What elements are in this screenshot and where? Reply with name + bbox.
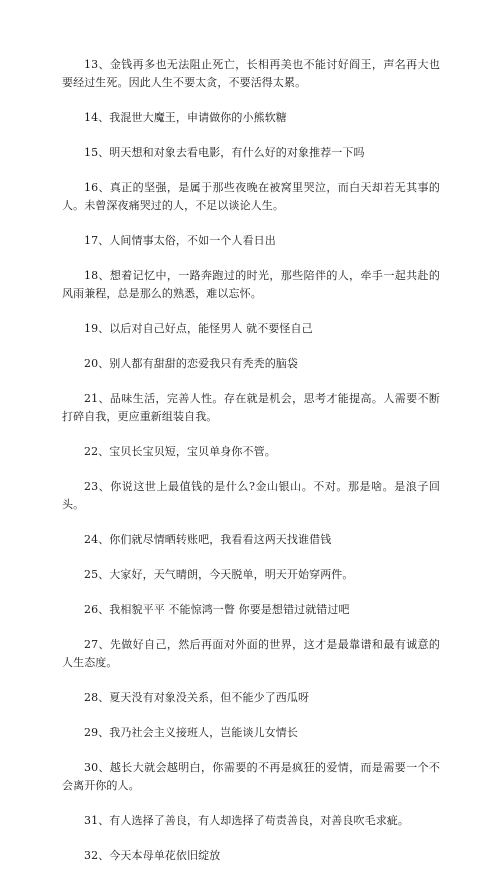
entry-text: 、明天想和对象去看电影，有什么好的对象推荐一下吗: [98, 146, 365, 159]
entry-27: [62, 636, 440, 672]
entry-text: 、真正的坚强，是属于那些夜晚在被窝里哭泣，而白天却若无其事的人。未曾深夜痛哭过的人，不足以谈论人生。: [62, 181, 440, 212]
entry-28: [62, 689, 440, 707]
entry-13: [62, 56, 440, 92]
document-page: [62, 56, 440, 882]
entry-number: 28: [84, 691, 99, 704]
entry-text: 、以后对自己好点，能怪男人 就不要怪自己: [98, 322, 313, 335]
entry-text: 、大家好，天气晴朗，今天脱单，明天开始穿两件。: [98, 568, 354, 581]
entry-15: [62, 144, 440, 162]
entry-number: 29: [84, 726, 99, 739]
entry-text: 、金钱再多也无法阻止死亡，长相再美也不能讨好阎王，声名再大也要经过生死。因此人生不要太贪，不要活得太累。: [62, 58, 440, 89]
entry-text: 、你们就尽情晒转账吧，我看看这两天找谁借钱: [98, 533, 332, 546]
entry-number: 32: [84, 849, 99, 862]
entry-text: 、有人选择了善良，有人却选择了苟责善良，对善良吹毛求疵。: [98, 814, 410, 827]
entry-text: 、你说这世上最值钱的是什么?金山银山。不对。那是啥。是浪子回头。: [62, 480, 440, 511]
entry-22: [62, 443, 440, 461]
entry-text: 、先做好自己，然后再面对外面的世界，这才是最靠谱和最有诚意的人生态度。: [62, 638, 440, 669]
entry-20: [62, 355, 440, 373]
entry-32: [62, 847, 440, 865]
entry-number: 18: [84, 269, 99, 282]
entry-text: 、我乃社会主义接班人，岂能谈儿女情长: [98, 726, 299, 739]
entry-number: 19: [84, 322, 99, 335]
entry-number: 23: [84, 480, 99, 493]
entry-30: [62, 759, 440, 795]
entry-text: 、想着记忆中，一路奔跑过的时光，那些陪伴的人，牵手一起共赴的风雨兼程，总是那么的熟悉，难以忘怀。: [62, 269, 440, 300]
entry-19: [62, 320, 440, 338]
entry-text: 、夏天没有对象没关系，但不能少了西瓜呀: [98, 691, 310, 704]
entry-24: [62, 531, 440, 549]
entry-26: [62, 601, 440, 619]
entry-number: 21: [84, 392, 99, 405]
entry-text: 、人间情事太俗，不如一个人看日出: [98, 234, 276, 247]
entry-number: 27: [84, 638, 99, 651]
entry-number: 13: [84, 58, 99, 71]
entry-number: 20: [84, 357, 99, 370]
entry-number: 16: [84, 181, 99, 194]
entry-17: [62, 232, 440, 250]
entry-text: 、今天本母单花依旧绽放: [98, 849, 221, 862]
entry-number: 15: [84, 146, 99, 159]
entry-23: [62, 478, 440, 514]
entry-text: 、别人都有甜甜的恋爱我只有秃秃的脑袋: [98, 357, 299, 370]
entry-25: [62, 566, 440, 584]
entry-31: [62, 812, 440, 830]
entry-text: 、我相貌平平 不能惊鸿一瞥 你要是想错过就错过吧: [98, 603, 350, 616]
entry-number: 17: [84, 234, 99, 247]
entry-number: 30: [84, 761, 99, 774]
entry-14: [62, 109, 440, 127]
entry-text: 、我混世大魔王，申请做你的小熊软糖: [98, 111, 287, 124]
entry-number: 14: [84, 111, 99, 124]
entry-21: [62, 390, 440, 426]
entry-number: 26: [84, 603, 99, 616]
entry-number: 22: [84, 445, 99, 458]
entry-number: 25: [84, 568, 99, 581]
entry-29: [62, 724, 440, 742]
entry-16: [62, 179, 440, 215]
entry-number: 24: [84, 533, 99, 546]
entry-text: 、品味生活，完善人性。存在就是机会，思考才能提高。人需要不断打碎自我，更应重新组装自我。: [62, 392, 440, 423]
entry-number: 31: [84, 814, 99, 827]
entry-text: 、越长大就会越明白，你需要的不再是疯狂的爱情，而是需要一个不会离开你的人。: [62, 761, 440, 792]
entry-text: 、宝贝长宝贝短，宝贝单身你不管。: [98, 445, 276, 458]
entry-18: [62, 267, 440, 303]
